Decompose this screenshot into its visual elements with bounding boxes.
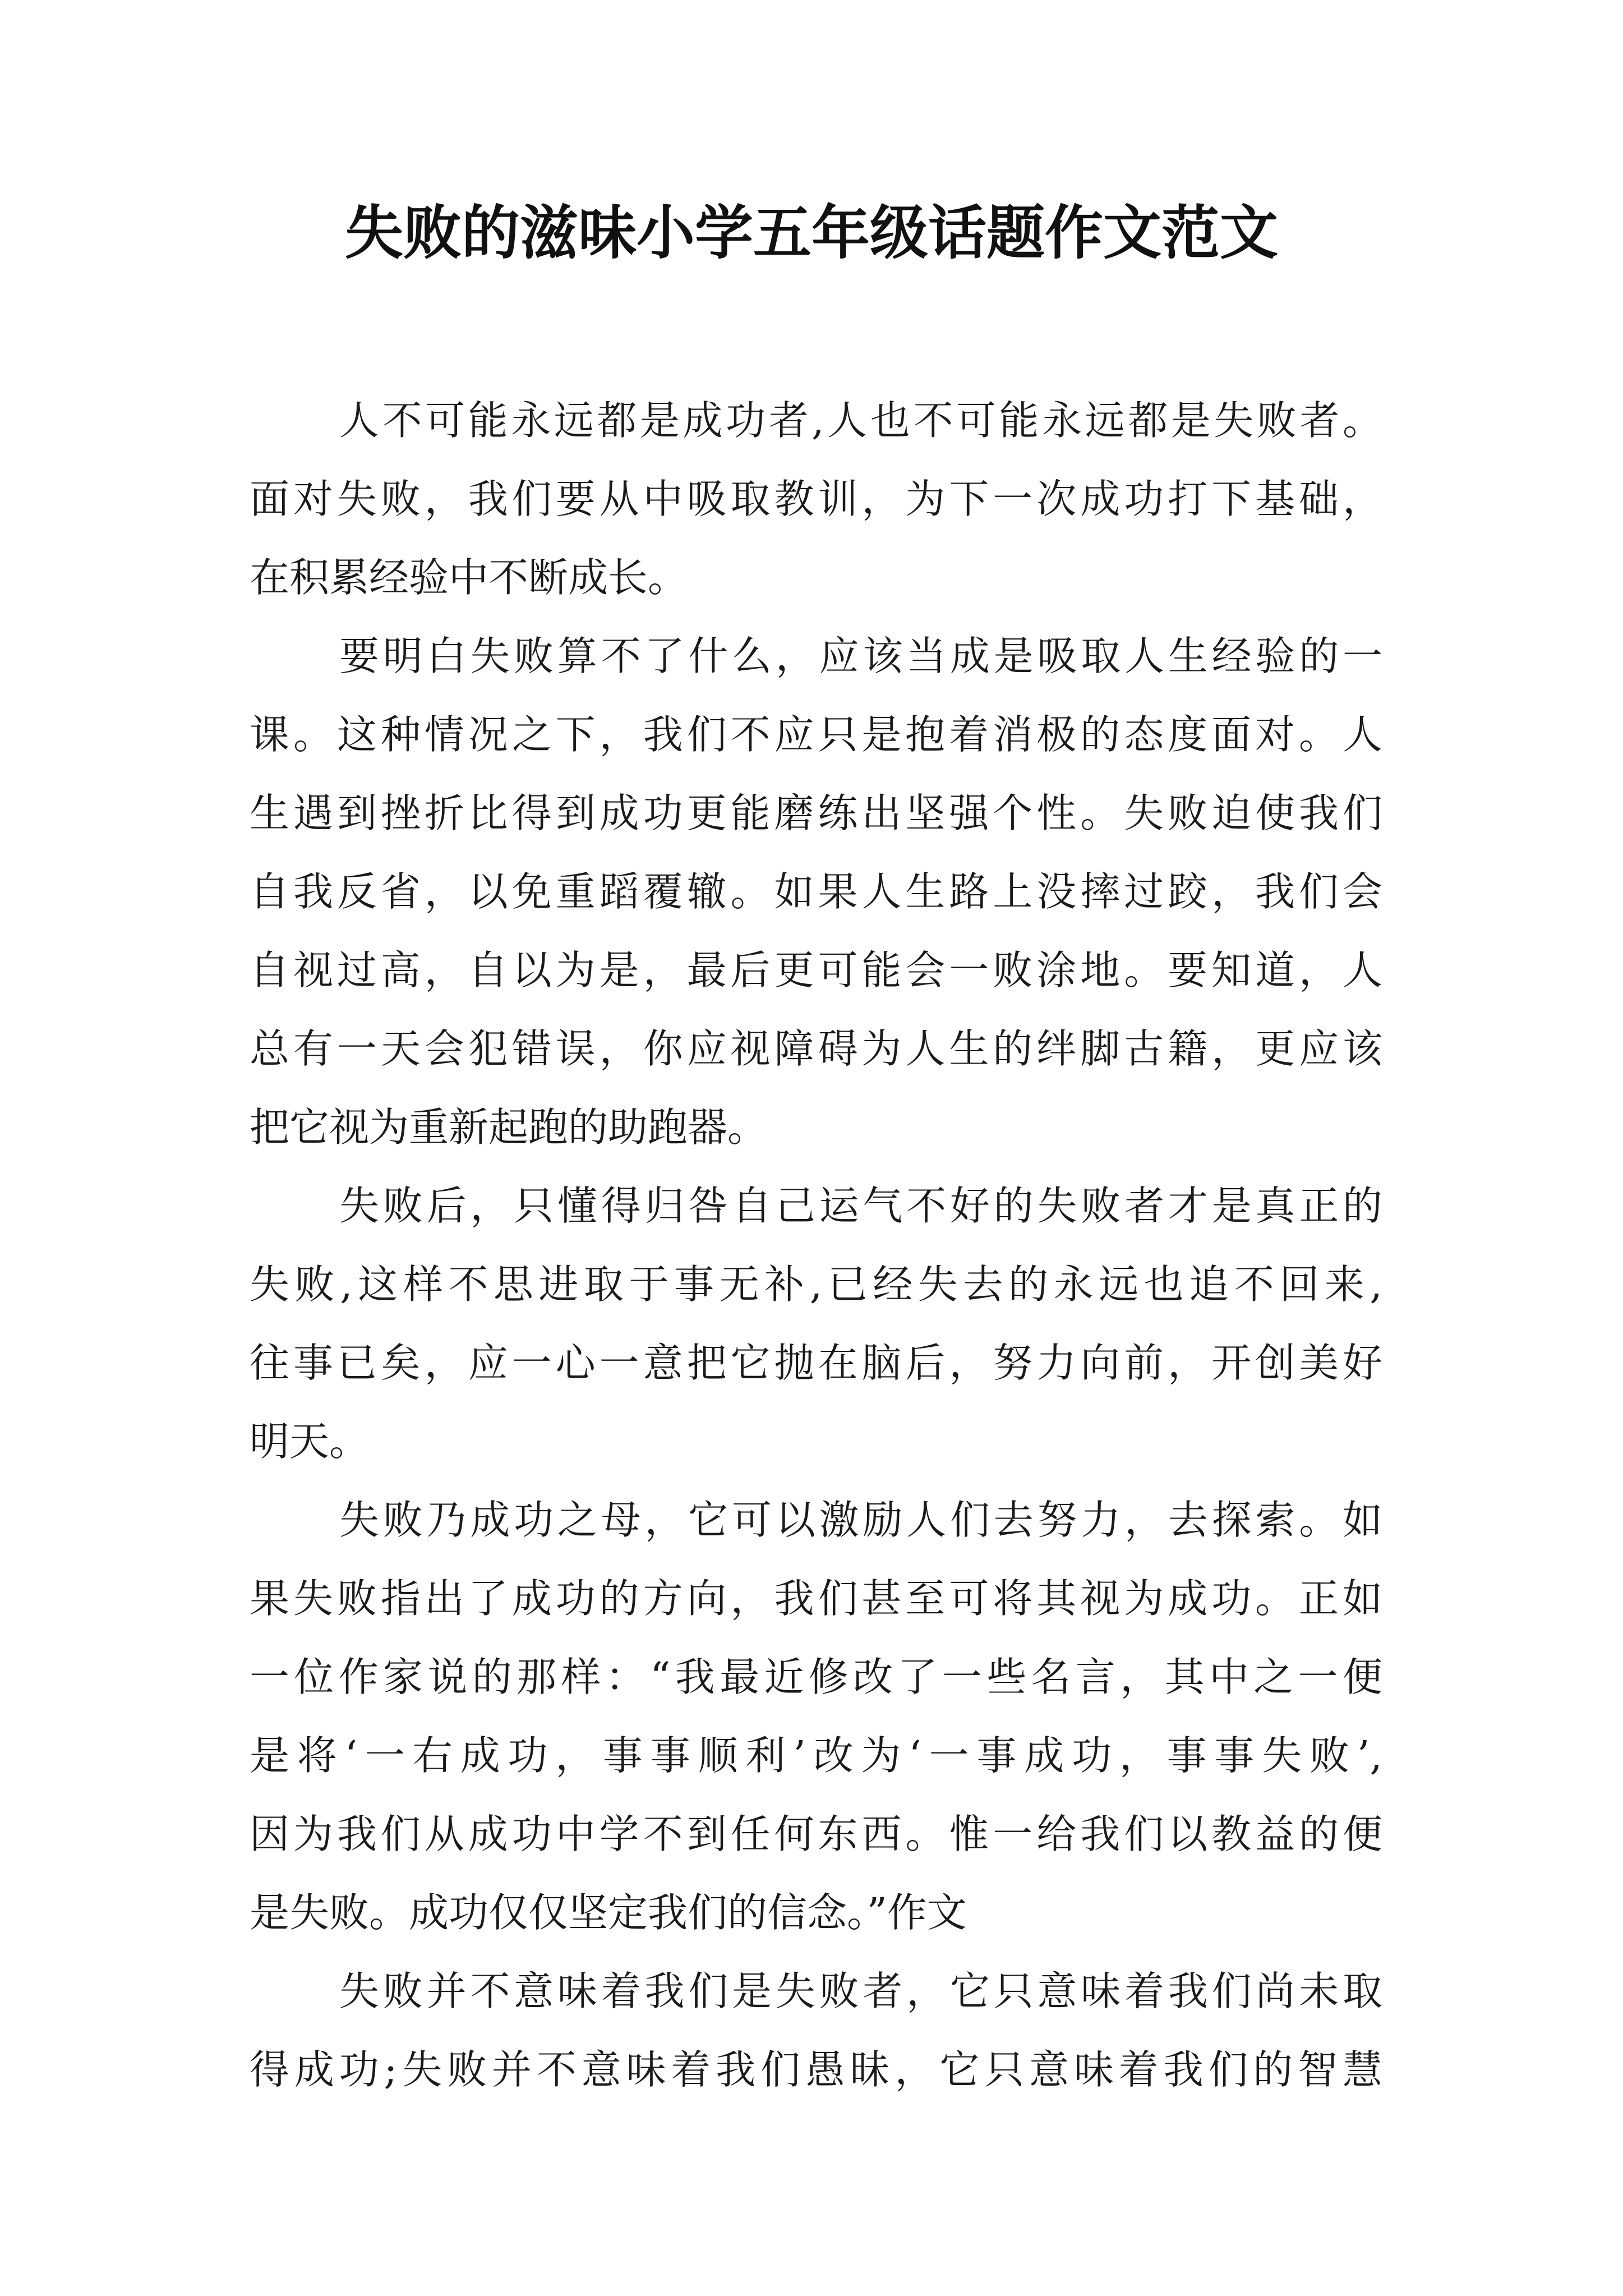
paragraph-line: 自我反省，以免重蹈覆辙。如果人生路上没摔过跤，我们会 (250, 868, 1382, 915)
paragraph-line: 因为我们从成功中学不到任何东西。惟一给我们以教益的便 (250, 1811, 1382, 1857)
paragraph-line: 是失败。成功仅仅坚定我们的信念。”作文 (250, 1889, 967, 1936)
paragraph-line: 是将‘一右成功，事事顺利’改为‘一事成功，事事失败’, (250, 1732, 1382, 1779)
paragraph (250, 617, 1382, 1167)
paragraph-line: 课。这种情况之下，我们不应只是抱着消极的态度面对。人 (250, 711, 1382, 758)
paragraph-line: 一位作家说的那样：“我最近修改了一些名言，其中之一便 (250, 1654, 1382, 1700)
paragraph-line: 失败并不意味着我们是失败者，它只意味着我们尚未取 (339, 1968, 1382, 2014)
paragraph-line: 明天。 (250, 1418, 370, 1465)
paragraph-line: 果失败指出了成功的方向，我们甚至可将其视为成功。正如 (250, 1575, 1382, 1622)
paragraph-line: 总有一天会犯错误，你应视障碍为人生的绊脚古籍，更应该 (250, 1025, 1382, 1072)
paragraph-line: 把它视为重新起跑的助跑器。 (250, 1104, 768, 1151)
paragraph-line: 自视过高，自以为是，最后更可能会一败涂地。要知道，人 (250, 947, 1382, 993)
paragraph-line: 面对失败，我们要从中吸取教训，为下一次成功打下基础， (250, 476, 1382, 522)
paragraph (250, 1952, 1382, 2109)
paragraph (250, 1167, 1382, 1481)
paragraph-line: 人不可能永远都是成功者,人也不可能永远都是失败者。 (339, 397, 1382, 444)
paragraph (250, 381, 1382, 617)
paragraph-line: 失败乃成功之母，它可以激励人们去努力，去探索。如 (339, 1497, 1382, 1543)
document-title: 失败的滋味小学五年级话题作文范文 (344, 198, 1278, 267)
paragraph-line: 失败,这样不思进取于事无补,已经失去的永远也追不回来, (250, 1261, 1382, 1308)
paragraph-line: 要明白失败算不了什么，应该当成是吸取人生经验的一 (339, 633, 1382, 679)
paragraph-line: 得成功;失败并不意味着我们愚昧，它只意味着我们的智慧 (250, 2046, 1382, 2093)
paragraph-line: 往事已矣，应一心一意把它抛在脑后，努力向前，开创美好 (250, 1340, 1382, 1386)
paragraph-line: 失败后，只懂得归咎自己运气不好的失败者才是真正的 (339, 1182, 1382, 1229)
document-body (250, 381, 1382, 2109)
paragraph-line: 生遇到挫折比得到成功更能磨练出坚强个性。失败迫使我们 (250, 790, 1382, 836)
paragraph (250, 1481, 1382, 1952)
paragraph-line: 在积累经验中不断成长。 (250, 554, 688, 601)
